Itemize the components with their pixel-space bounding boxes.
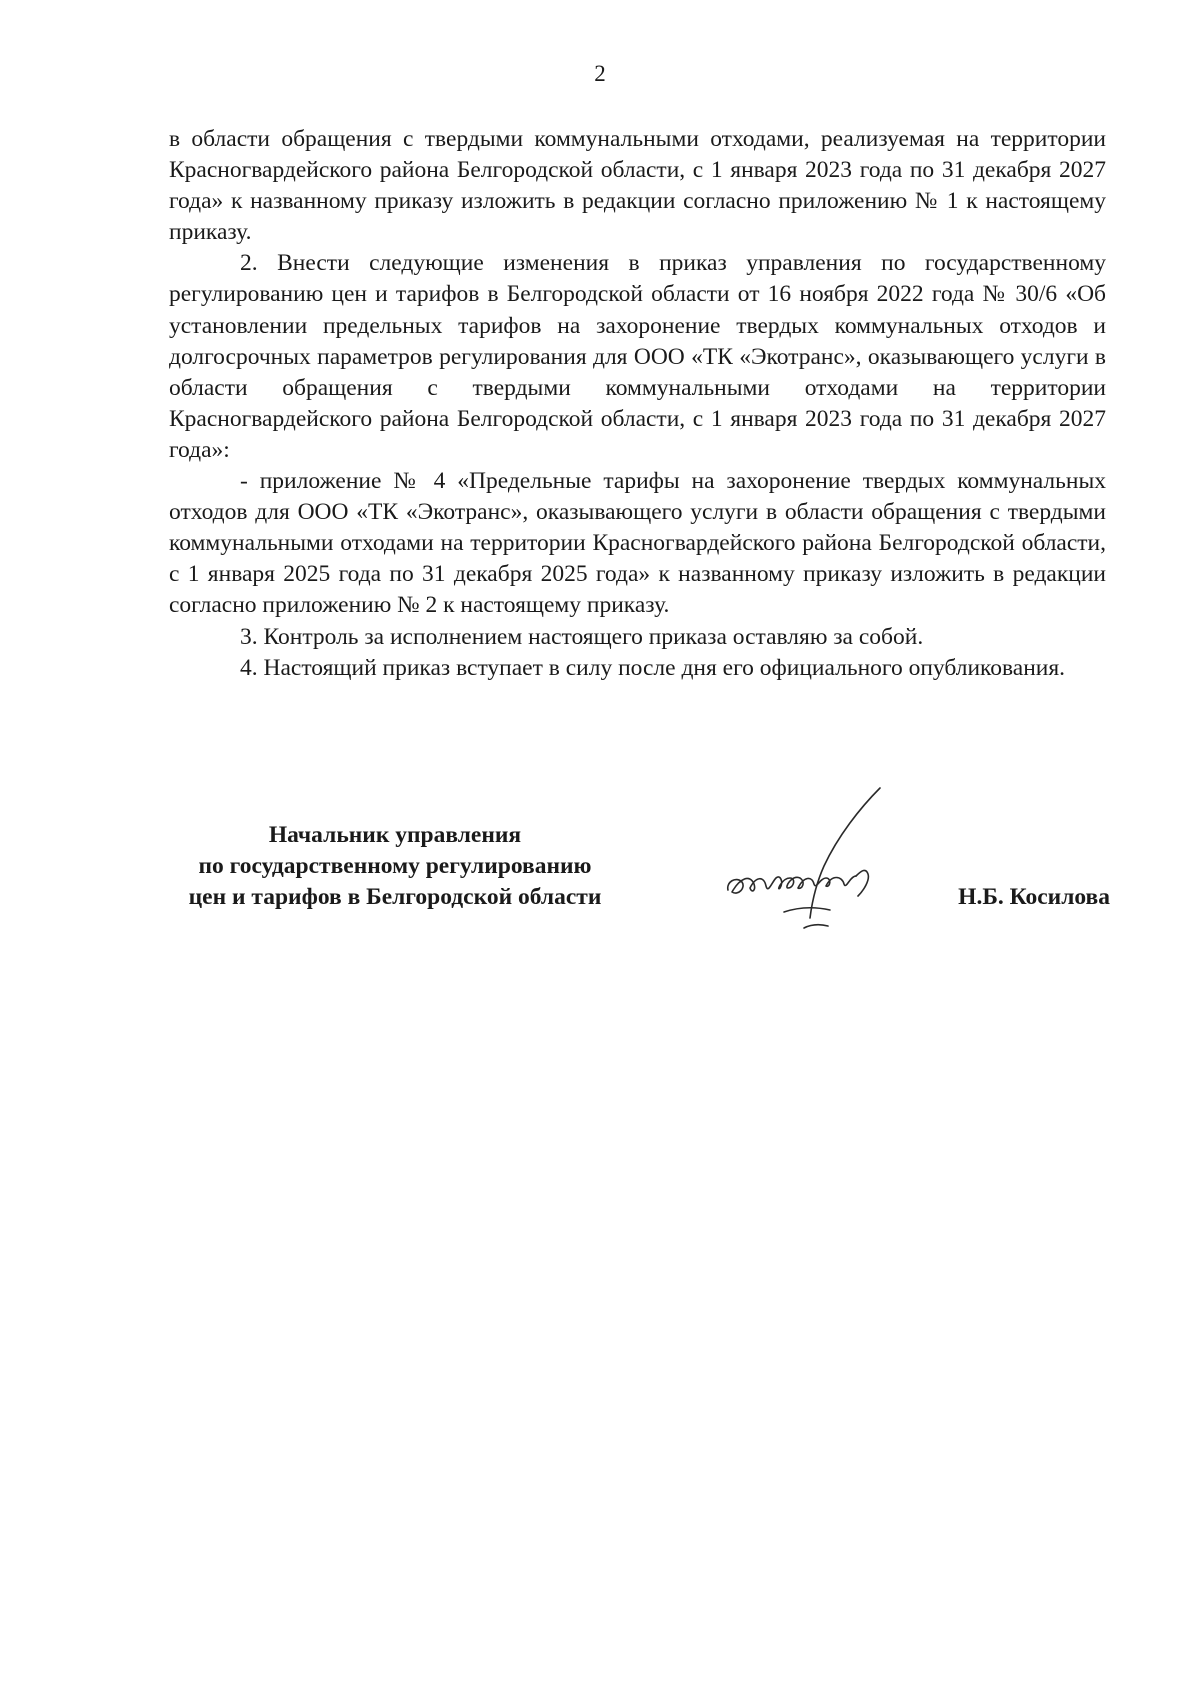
signer-position	[150, 820, 640, 913]
paragraph-subitem-appendix-4: - приложение № 4 «Предельные тарифы на захоронение твердых коммунальных отходов для ООО «ТК «Экотранс», оказывающего услуги в области обращения с твердыми коммунальными отходами на территории Красногвардейского района Белгородской области, с 1 января 2025 года по 31 декабря 2025 года» к названному приказу изложить в редакции согласно приложению № 2 к настоящему приказу.	[169, 468, 1106, 619]
signature-block	[150, 820, 1110, 940]
handwritten-signature	[720, 778, 920, 948]
signer-position-line-3: цен и тарифов в Белгородской области	[188, 884, 602, 910]
page-number: 2	[594, 61, 606, 86]
paragraph-continuation: в области обращения с твердыми коммунальными отходами, реализуемая на территории Красногвардейского района Белгородской области, с 1 января 2023 года по 31 декабря 2027 года» к названному приказу изложить в редакции согласно приложению № 1 к настоящему приказу.	[169, 126, 1106, 246]
paragraph-item-3: 3. Контроль за исполнением настоящего приказа оставляю за собой.	[240, 623, 924, 650]
signer-name: Н.Б. Косилова	[958, 884, 1110, 910]
document-body	[169, 124, 1106, 684]
paragraph-item-2: 2. Внести следующие изменения в приказ управления по государственному регулированию цен и тарифов в Белгородской области от 16 ноября 2022 года № 30/6 «Об установлении предельных тарифов на захоронение твердых коммунальных отходов и долгосрочных параметров регулирования для ООО «ТК «Экотранс», оказывающего услуги в области обращения с твердыми коммунальными отходами на территории Красногвардейского района Белгородской области, с 1 января 2023 года по 31 декабря 2027 года»:	[169, 250, 1106, 463]
paragraph-item-4: 4. Настоящий приказ вступает в силу после дня его официального опубликования.	[240, 654, 1066, 681]
signer-position-line-2: по государственному регулированию	[198, 853, 592, 879]
signer-position-line-1: Начальник управления	[268, 822, 522, 848]
